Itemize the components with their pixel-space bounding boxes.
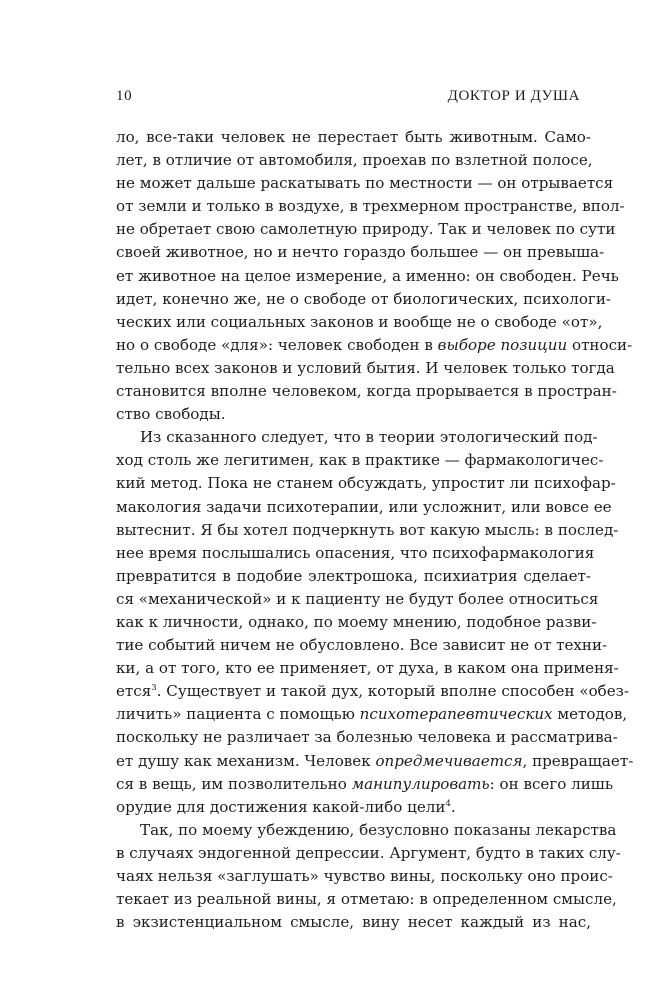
text-line: ло, все-таки человек не перестает быть животным. Само- xyxy=(116,128,591,146)
text-line: ство свободы. xyxy=(116,405,226,424)
text-line: поскольку не различает за болезнью человека и рассматрива- xyxy=(116,728,618,747)
text-line: ческих или социальных законов и вообще не о свободе «от», xyxy=(116,312,603,331)
text-line: вытеснит. Я бы хотел подчеркнуть вот какую мысль: в послед- xyxy=(116,520,619,539)
text-line: ет душу как механизм. Человек опредмечивается, превращает- xyxy=(116,751,634,770)
running-title: ДОКТОР И ДУША xyxy=(447,88,580,104)
text-line: тие событий ничем не обусловлено. Все зависит не от техни- xyxy=(116,636,608,655)
text-line: текает из реальной вины, я отметаю: в определенном смысле, xyxy=(116,890,617,909)
text-line: нее время послышались опасения, что психофармакология xyxy=(116,543,595,562)
text-line: в экзистенциальном смысле, вину несет каждый из нас, xyxy=(116,913,591,932)
emphasis: психотерапевтических xyxy=(359,705,553,724)
emphasis: выборе позиции xyxy=(437,335,568,354)
text-line: макология задачи психотерапии, или усложнит, или вовсе ее xyxy=(116,497,612,516)
footnote-ref-3[interactable]: 3 xyxy=(151,683,157,694)
text-line: ет животное на целое измерение, а именно: он свободен. Речь xyxy=(116,266,619,285)
text-line: идет, конечно же, не о свободе от биологических, психологи- xyxy=(116,289,611,308)
body-text xyxy=(116,126,634,934)
text-line: становится вполне человеком, когда прорывается в простран- xyxy=(116,382,617,401)
text-line: кий метод. Пока не станем обсуждать, упростит ли психофар- xyxy=(116,474,616,493)
running-header xyxy=(116,88,580,105)
text-line: как к личности, однако, по моему мнению, подобное разви- xyxy=(116,612,597,631)
text-line: от земли и только в воздухе, в трехмерном пространстве, впол- xyxy=(116,197,625,216)
text-line: ется$^3$. Существует и такой дух, который вполне способен «обез- xyxy=(116,682,630,701)
emphasis: манипулировать xyxy=(351,774,490,793)
text-line: ки, а от того, кто ее применяет, от духа, в каком она применя- xyxy=(116,659,619,678)
text-line: но о свободе «для»: человек свободен в выборе позиции относи- xyxy=(116,335,633,354)
footnote-ref-4[interactable]: 4 xyxy=(445,798,451,809)
paragraph-start-line: Так, по моему убеждению, безусловно показаны лекарства xyxy=(140,820,617,839)
text-line: орудие для достижения какой-либо цели$^4$. xyxy=(116,797,456,816)
paragraph-start-line: Из сказанного следует, что в теории этологический под- xyxy=(140,428,598,447)
emphasis: опредмечивается xyxy=(375,751,523,770)
text-line: превратится в подобие электрошока, психиатрия сделает- xyxy=(116,566,591,585)
text-line: своей животное, но и нечто гораздо большее — он превыша- xyxy=(116,243,605,262)
text-line: личить» пациента с помощью психотерапевтических методов, xyxy=(116,705,628,724)
text-line: ся «механической» и к пациенту не будут более относиться xyxy=(116,589,599,608)
text-line: лет, в отличие от автомобиля, проехав по взлетной полосе, xyxy=(116,151,593,170)
text-line: ся в вещь, им позволительно манипулировать: он всего лишь xyxy=(116,774,614,793)
text-line: тельно всех законов и условий бытия. И человек только тогда xyxy=(116,358,615,377)
page-number: 10 xyxy=(116,88,133,104)
text-line: не обретает свою самолетную природу. Так и человек по сути xyxy=(116,220,616,239)
text-line: ход столь же легитимен, как в практике — фармакологичес- xyxy=(116,451,604,470)
text-line: в случаях эндогенной депрессии. Аргумент, будто в таких слу- xyxy=(116,843,621,862)
text-line: не может дальше раскатывать по местности — он отрывается xyxy=(116,174,614,193)
text-line: чаях нельзя «заглушать» чувство вины, поскольку оно проис- xyxy=(116,867,613,885)
